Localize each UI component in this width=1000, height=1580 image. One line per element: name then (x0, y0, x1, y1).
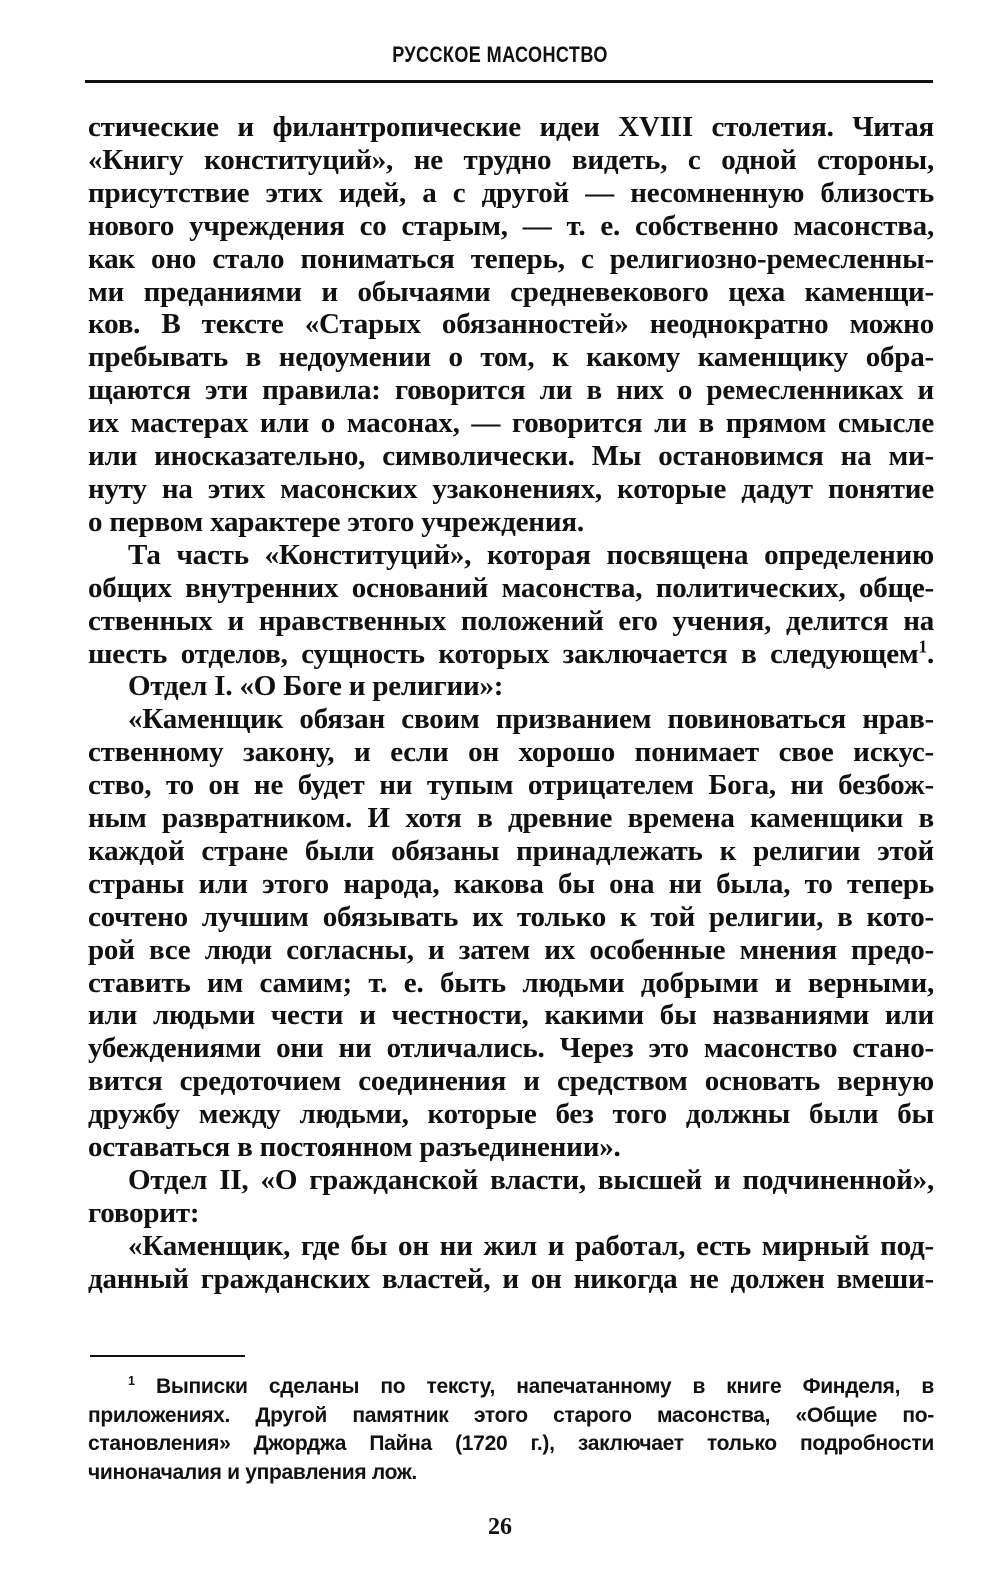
text-line-content: шесть отделов, сущность которых заключается в следующем (88, 637, 919, 670)
text-line: нуту на этих масонских узаконениях, которые дадут понятие (88, 472, 934, 505)
footnote (88, 1373, 934, 1487)
text-line: сочтено лучшим обязывать их только к той религии, в кото- (88, 900, 934, 933)
running-header: РУССКОЕ МАСОНСТВО (392, 42, 608, 67)
header-rule (85, 80, 933, 83)
text-line: оставаться в постоянном разъединении». (88, 1131, 621, 1164)
text-line: рой все люди согласны, и затем их особенные мнения предо- (88, 933, 934, 966)
text-line: Отдел I. «О Боге и религии»: (128, 670, 504, 703)
text-line: ство, то он не будет ни тупым отрицателем Бога, ни безбож- (88, 769, 934, 802)
footnote-rule (90, 1355, 245, 1357)
text-line: их мастерах или о масонах, — говорится ли в прямом смысле (88, 407, 934, 440)
text-line: о первом характере этого учреждения. (88, 505, 584, 538)
text-line: Отдел II, «О гражданской власти, высшей и подчиненной», (128, 1164, 934, 1196)
text-line: или иносказательно, символически. Мы остановимся на ми- (88, 440, 934, 473)
footnote-line (88, 1373, 934, 1402)
text-line: или людьми чести и честности, какими бы названиями или (88, 999, 934, 1032)
text-line: ков. В тексте «Старых обязанностей» неоднократно можно (88, 308, 934, 341)
text-line: «Книгу конституций», не трудно видеть, с одной стороны, (88, 143, 934, 176)
footnote-line-content: Выписки сделаны по тексту, напечатанному в книге Финделя, в (155, 1375, 934, 1398)
text-line: страны или этого народа, какова бы она ни была, то теперь (88, 867, 934, 900)
footnote-ref: 1 (918, 635, 927, 656)
text-line: ственных и нравственных положений его учения, делится на (88, 604, 934, 637)
text-line: данный гражданских властей, и он никогда не должен вмеши- (88, 1262, 934, 1295)
text-line: каждой стране были обязаны принадлежать к религии этой (88, 834, 934, 867)
text-line: ми преданиями и обычаями средневекового цеха каменщи- (88, 275, 934, 308)
text-line: стические и филантропические идеи XVIII столетия. Читая (88, 111, 934, 143)
text-line: Та часть «Конституций», которая посвящена определению (128, 538, 934, 571)
body-text (88, 111, 934, 1296)
text-line: ставить им самим; т. е. быть людьми добрыми и верными, (88, 966, 934, 999)
line-end-period: . (926, 637, 934, 670)
text-line: говорит: (88, 1196, 200, 1229)
text-line: ственному закону, и если он хорошо понимает свое искус- (88, 736, 934, 769)
footnote-line: приложениях. Другой памятник этого старого масонства, «Общие по- (88, 1403, 934, 1427)
footnote-marker: 1 (128, 1374, 135, 1388)
text-line: «Каменщик обязан своим призванием повиноваться нрав- (128, 703, 934, 736)
text-line: ным развратником. И хотя в древние времена каменщики в (88, 802, 934, 835)
text-line: нового учреждения со старым, — т. е. собственно масонства, (88, 209, 934, 242)
page-number: 26 (488, 1514, 512, 1540)
text-line: «Каменщик, где бы он ни жил и работал, есть мирный под- (128, 1229, 934, 1262)
text-line: вится средоточием соединения и средством основать верную (88, 1065, 934, 1098)
text-line: присутствие этих идей, а с другой — несомненную близость (88, 176, 934, 209)
text-line: убеждениями они ни отличались. Через это масонство стано- (88, 1032, 934, 1065)
text-line: как оно стало пониматься теперь, с религиозно-ремесленны- (88, 242, 934, 275)
text-line: дружбу между людьми, которые без того должны были бы (88, 1098, 934, 1131)
text-line: пребывать в недоумении о том, к какому каменщику обра- (88, 341, 934, 374)
footnote-line: становления» Джорджа Пайна (1720 г.), заключает только подробности (88, 1432, 934, 1455)
text-line: общих внутренних оснований масонства, политических, обще- (88, 571, 934, 604)
text-line: щаются эти правила: говорится ли в них о ремесленниках и (88, 374, 934, 407)
footnote-line: чиноначалия и управления лож. (88, 1460, 417, 1484)
text-line-with-ref (88, 635, 934, 671)
